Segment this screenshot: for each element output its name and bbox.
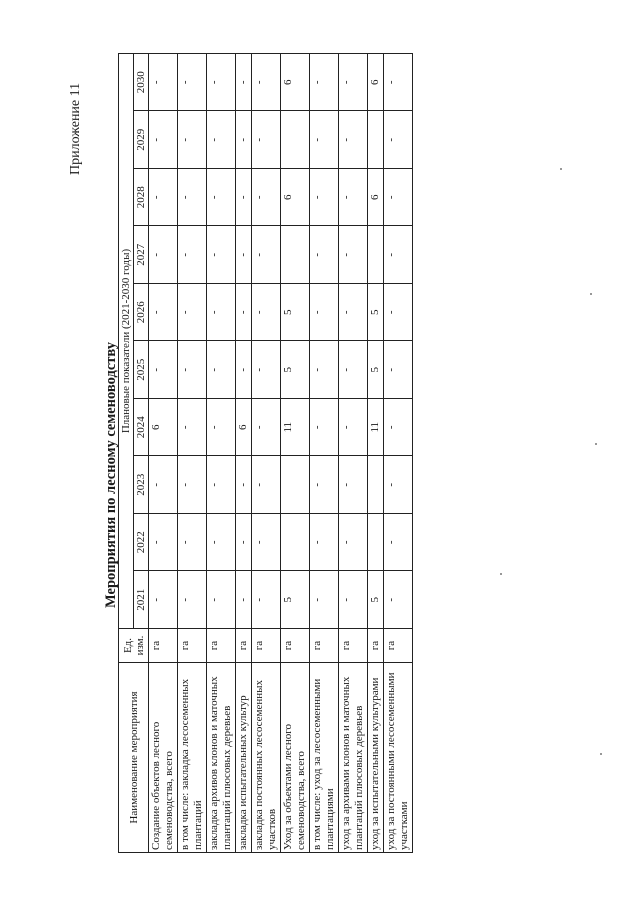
value-cell: - <box>207 284 236 342</box>
measure-name: уход за архивами клонов и маточных плантаций плюсовых деревьев <box>339 663 368 853</box>
year-header: 2027 <box>134 226 149 284</box>
table-row <box>236 54 252 853</box>
value-cell: - <box>178 284 207 342</box>
value-cell: 5 <box>368 284 384 342</box>
col-unit-header: Ед. изм. <box>119 629 149 663</box>
value-cell: - <box>310 514 339 572</box>
value-cell: - <box>339 341 368 399</box>
value-cell: - <box>149 226 178 284</box>
value-cell: - <box>178 226 207 284</box>
unit-cell: га <box>207 629 236 663</box>
col-planned-header: Плановые показатели (2021-2030 годы) <box>119 54 134 629</box>
value-cell: - <box>236 111 252 169</box>
year-header: 2030 <box>134 54 149 112</box>
value-cell: - <box>207 399 236 457</box>
year-header: 2025 <box>134 341 149 399</box>
value-cell: - <box>252 399 281 457</box>
value-cell: - <box>207 456 236 514</box>
value-cell: - <box>178 514 207 572</box>
value-cell: - <box>236 284 252 342</box>
unit-cell: га <box>252 629 281 663</box>
value-cell: - <box>207 226 236 284</box>
unit-cell: га <box>310 629 339 663</box>
col-name-header: Наименование мероприятия <box>119 663 149 853</box>
value-cell: 6 <box>281 54 310 112</box>
value-cell: - <box>149 514 178 572</box>
value-cell: - <box>149 571 178 629</box>
measure-name: закладка архивов клонов и маточных плантаций плюсовых деревьев <box>207 663 236 853</box>
value-cell: - <box>310 169 339 227</box>
value-cell: 5 <box>281 571 310 629</box>
value-cell: - <box>236 54 252 112</box>
value-cell: - <box>207 514 236 572</box>
value-cell: - <box>252 571 281 629</box>
value-cell: - <box>207 169 236 227</box>
table-row <box>281 54 310 853</box>
scan-speck <box>595 443 597 445</box>
value-cell: - <box>310 456 339 514</box>
value-cell <box>281 456 310 514</box>
seed-measures-table <box>118 53 413 853</box>
scan-speck <box>590 293 592 295</box>
value-cell: - <box>149 341 178 399</box>
value-cell: - <box>252 284 281 342</box>
value-cell: - <box>178 169 207 227</box>
value-cell: - <box>236 456 252 514</box>
value-cell: 6 <box>149 399 178 457</box>
unit-cell: га <box>149 629 178 663</box>
table-row <box>368 54 384 853</box>
value-cell: - <box>252 111 281 169</box>
value-cell <box>368 456 384 514</box>
value-cell: 5 <box>281 284 310 342</box>
scan-speck <box>500 573 502 575</box>
value-cell: 6 <box>368 54 384 112</box>
year-header: 2022 <box>134 514 149 572</box>
value-cell <box>281 514 310 572</box>
table-row <box>339 54 368 853</box>
value-cell: - <box>339 514 368 572</box>
measure-name: уход за испытательными культурами <box>368 663 384 853</box>
value-cell: - <box>384 514 413 572</box>
unit-cell: га <box>368 629 384 663</box>
value-cell: - <box>384 399 413 457</box>
table-row <box>178 54 207 853</box>
value-cell: 5 <box>368 571 384 629</box>
unit-cell: га <box>178 629 207 663</box>
value-cell: - <box>384 54 413 112</box>
value-cell: - <box>339 54 368 112</box>
value-cell: - <box>236 571 252 629</box>
year-header: 2024 <box>134 399 149 457</box>
value-cell: 11 <box>368 399 384 457</box>
value-cell: - <box>252 54 281 112</box>
table-header-row <box>119 54 134 853</box>
value-cell: - <box>252 341 281 399</box>
table-row <box>384 54 413 853</box>
year-header: 2028 <box>134 169 149 227</box>
document-title: Мероприятия по лесному семеноводству <box>103 342 119 608</box>
value-cell: - <box>178 399 207 457</box>
value-cell: - <box>339 284 368 342</box>
measure-name: в том числе: уход за лесосеменными плантациями <box>310 663 339 853</box>
value-cell: - <box>339 456 368 514</box>
value-cell: - <box>149 169 178 227</box>
value-cell: - <box>207 571 236 629</box>
unit-cell: га <box>281 629 310 663</box>
value-cell: - <box>384 456 413 514</box>
unit-cell: га <box>339 629 368 663</box>
value-cell: - <box>149 54 178 112</box>
table-row <box>252 54 281 853</box>
value-cell: - <box>384 111 413 169</box>
value-cell: - <box>339 111 368 169</box>
measure-name: Создание объектов лесного семеноводства, всего <box>149 663 178 853</box>
value-cell: - <box>310 111 339 169</box>
table-body <box>149 54 413 853</box>
year-header: 2021 <box>134 571 149 629</box>
table-row <box>149 54 178 853</box>
value-cell: - <box>310 341 339 399</box>
value-cell: - <box>149 456 178 514</box>
unit-cell: га <box>236 629 252 663</box>
year-header: 2023 <box>134 456 149 514</box>
value-cell: - <box>384 226 413 284</box>
value-cell: - <box>207 111 236 169</box>
value-cell: - <box>384 571 413 629</box>
value-cell: - <box>178 571 207 629</box>
table-row <box>310 54 339 853</box>
value-cell: - <box>339 571 368 629</box>
value-cell: - <box>236 341 252 399</box>
value-cell: - <box>310 54 339 112</box>
year-header: 2026 <box>134 284 149 342</box>
value-cell <box>281 226 310 284</box>
scan-speck <box>560 168 562 170</box>
measure-name: закладка постоянных лесосеменных участков <box>252 663 281 853</box>
value-cell: - <box>252 456 281 514</box>
value-cell: - <box>236 226 252 284</box>
year-header: 2029 <box>134 111 149 169</box>
value-cell: - <box>384 284 413 342</box>
value-cell: - <box>178 341 207 399</box>
unit-cell: га <box>384 629 413 663</box>
value-cell: 5 <box>368 341 384 399</box>
value-cell: - <box>252 514 281 572</box>
value-cell: - <box>236 514 252 572</box>
value-cell: - <box>310 226 339 284</box>
value-cell: - <box>339 399 368 457</box>
value-cell: - <box>252 169 281 227</box>
value-cell <box>368 226 384 284</box>
value-cell: - <box>310 284 339 342</box>
measure-name: закладка испытательных культур <box>236 663 252 853</box>
value-cell: - <box>310 571 339 629</box>
value-cell: - <box>207 54 236 112</box>
value-cell: 6 <box>281 169 310 227</box>
value-cell: 6 <box>236 399 252 457</box>
value-cell: - <box>178 54 207 112</box>
value-cell <box>368 111 384 169</box>
value-cell: - <box>339 169 368 227</box>
value-cell: - <box>384 169 413 227</box>
value-cell: - <box>384 341 413 399</box>
measure-name: в том числе: закладка лесосеменных плантаций <box>178 663 207 853</box>
table-row <box>207 54 236 853</box>
value-cell: - <box>310 399 339 457</box>
scan-speck <box>600 753 602 755</box>
value-cell <box>368 514 384 572</box>
measure-name: Уход за объектами лесного семеноводства, всего <box>281 663 310 853</box>
appendix-label: Приложение 11 <box>68 82 83 175</box>
value-cell <box>281 111 310 169</box>
measure-name: уход за постоянными лесосеменными участками <box>384 663 413 853</box>
value-cell: - <box>252 226 281 284</box>
value-cell: - <box>236 169 252 227</box>
value-cell: - <box>149 111 178 169</box>
value-cell: - <box>207 341 236 399</box>
value-cell: 11 <box>281 399 310 457</box>
value-cell: 6 <box>368 169 384 227</box>
value-cell: 5 <box>281 341 310 399</box>
value-cell: - <box>149 284 178 342</box>
value-cell: - <box>178 456 207 514</box>
value-cell: - <box>178 111 207 169</box>
value-cell: - <box>339 226 368 284</box>
